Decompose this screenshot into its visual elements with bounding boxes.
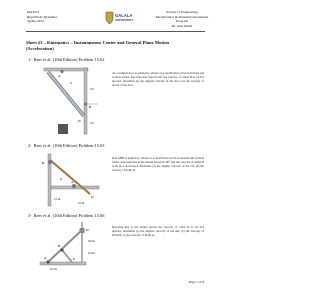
- sheet-title-line2: (Acceleration): [26, 45, 54, 51]
- faculty: Faculty of Engineering: [166, 10, 198, 14]
- problem-3-heading: [28, 213, 104, 218]
- header-course-info: [27, 10, 57, 24]
- problem-number: 2-: [28, 143, 32, 148]
- svg-text:A: A: [71, 180, 74, 184]
- svg-text:A: A: [44, 256, 47, 260]
- svg-text:D: D: [86, 228, 89, 232]
- figure-rod-abd: [38, 150, 104, 210]
- department: Mechatronics & Industrial Automation: [155, 14, 209, 19]
- problem-2-heading: [28, 143, 104, 148]
- svg-text:β: β: [60, 177, 62, 181]
- course-code: MAT221: [27, 10, 40, 14]
- problem-1-text: An overhead door is guided by wheels at A and B that roll in horizontal and vertical tracks. Knowing that when θ=40° the velocity of wheel B is 1.5 ft/s upward, determine (a) the angular velocity of the door, (b) the velocity of end D of the door.: [112, 71, 204, 87]
- problem-source: Beer et al. (10th Edition) Problem 15.62: [33, 57, 105, 62]
- university-logo: [104, 11, 134, 26]
- svg-text:10 in.: 10 in.: [78, 201, 85, 205]
- sheet-title-line1: Sheet #3 – Kinematics – Instantaneous Center and General Plane Motion: [26, 40, 170, 45]
- header-faculty-info: [152, 10, 212, 28]
- sheet-title: [26, 40, 206, 51]
- svg-text:B: B: [58, 244, 61, 248]
- header-divider: [26, 31, 205, 32]
- problem-1-heading: [28, 57, 104, 62]
- svg-text:B: B: [89, 105, 92, 109]
- problem-source: Beer et al. (10th Edition) Problem 15.66: [33, 213, 105, 218]
- problem-source: Beer et al. (10th Edition) Problem 15.63: [33, 143, 105, 148]
- instructor: Dr. Amr Ismail: [171, 23, 193, 28]
- page-number: Page 1 of 8: [188, 280, 204, 284]
- program: Program: [176, 19, 188, 24]
- problem-3-text: Knowing that at the instant shown the velocity of collar D is 1.6 m/s upward, determine (a) the angular velocity of rod AD, (b) the velocity of Point B, (c) the velocity of Point A.: [112, 225, 204, 237]
- svg-text:15 in.: 15 in.: [54, 197, 61, 201]
- svg-text:5 ft: 5 ft: [90, 121, 95, 125]
- semester: Spring 2024: [27, 19, 44, 24]
- svg-text:B: B: [42, 161, 45, 165]
- course-name: Rigid Body Dynamics: [27, 14, 58, 19]
- problem-number: 1-: [28, 57, 32, 62]
- logo-line1: GALALA: [115, 13, 133, 18]
- problem-2-text: Rod ABD is guided by wheels at A and B that roll in horizontal and vertical tracks. Knowing that at the instant shown β=60° and the velocity of wheel B is 40 in./s downward, determine (a) the angular velocity of the rod, (b) the velocity of Point D.: [112, 156, 204, 172]
- svg-text:5 ft: 5 ft: [90, 87, 95, 91]
- logo-line2: UNIVERSITY: [115, 18, 134, 22]
- figure-overhead-door: [40, 64, 104, 138]
- svg-text:0.6 m: 0.6 m: [88, 239, 95, 243]
- figure-rod-ad-collar: [36, 220, 100, 272]
- svg-text:0.5 m: 0.5 m: [50, 267, 57, 271]
- problem-number: 3-: [28, 213, 32, 218]
- svg-text:A: A: [58, 74, 61, 78]
- svg-text:0.4 m: 0.4 m: [88, 251, 95, 255]
- svg-text:D: D: [78, 119, 81, 123]
- svg-text:E: E: [73, 257, 76, 261]
- svg-text:θ: θ: [70, 81, 72, 85]
- svg-text:D: D: [91, 195, 94, 199]
